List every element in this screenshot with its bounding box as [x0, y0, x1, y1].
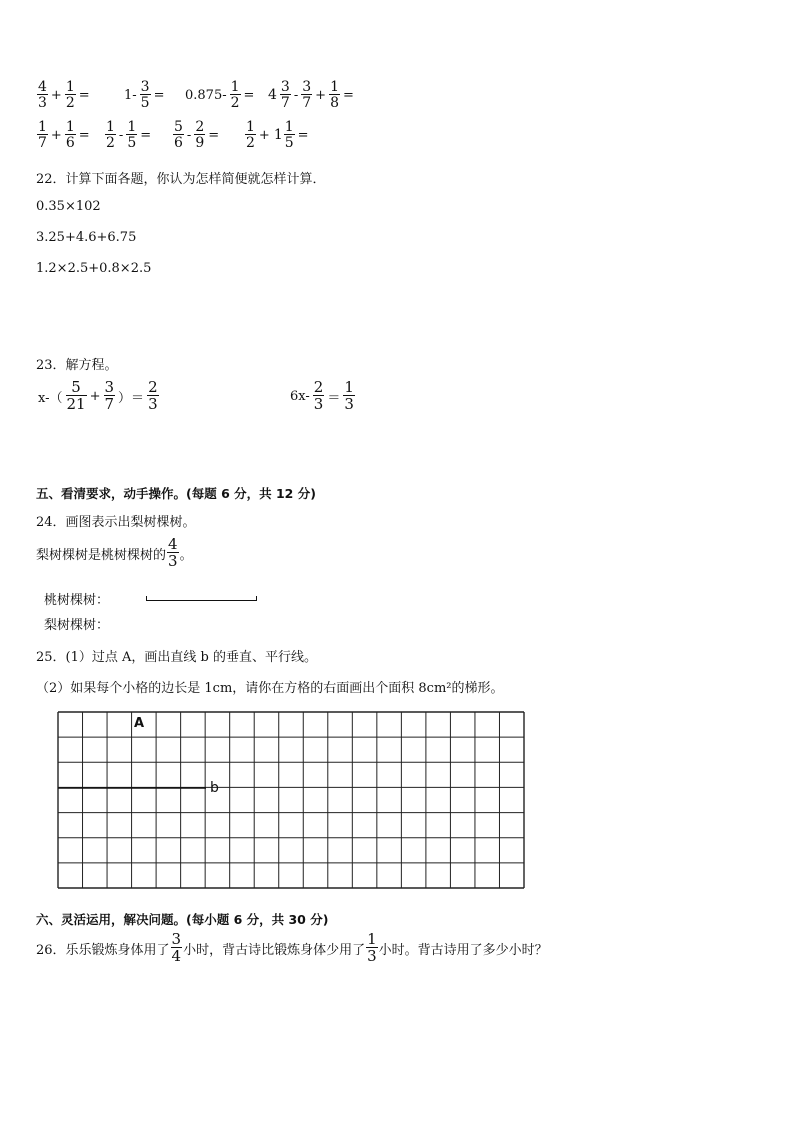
q22-item-2: 3.25+4.6+6.75	[36, 230, 137, 245]
q22-item-1: 0.35×102	[36, 199, 101, 214]
fraction: $\frac{1}{8}$	[330, 79, 339, 111]
q22-item-3: 1.2×2.5+0.8×2.5	[36, 261, 152, 276]
fraction: $\frac{3}{5}$	[140, 79, 150, 111]
row2-expr-4: $\frac{1}{2}$ + 1 $\frac{1}{5}$ =	[246, 119, 309, 151]
fraction: $\frac{4}{3}$	[168, 535, 178, 570]
fraction: $\frac{3}{7}$	[104, 378, 115, 413]
section-5-title: 五、看清要求，动手操作。(每题 6 分，共 12 分)	[36, 486, 316, 501]
grid-lines	[58, 712, 524, 888]
fraction: $\frac{3}{4}$	[171, 930, 182, 965]
fraction: $\frac{1}{2}$	[230, 79, 240, 111]
peach-tree-segment	[146, 600, 256, 601]
q25-part-2: （2）如果每个小格的边长是 1cm，请你在方格的右面画出个面积 8cm²的梯形。	[36, 681, 504, 696]
fraction: $\frac{3}{7}$	[280, 79, 290, 111]
row2-expr-3: $\frac{5}{6}$ - $\frac{2}{9}$ =	[174, 119, 220, 151]
row1-expr-3: 0.875- $\frac{1}{2}$ =	[185, 79, 255, 111]
row1-expr-1: $\frac{4}{3}$ + $\frac{1}{2}$ =	[38, 79, 90, 111]
fraction: $\frac{1}{2}$	[65, 79, 75, 111]
point-a-label: A	[134, 716, 145, 731]
section-6-title: 六、灵活运用，解决问题。(每小题 6 分，共 30 分)	[36, 912, 329, 927]
fraction: $\frac{3}{7}$	[302, 79, 312, 111]
peach-tree-label: 桃树棵树：	[44, 593, 110, 608]
fraction: $\frac{1}{5}$	[284, 119, 294, 151]
q22-title: 22．计算下面各题，你认为怎样简便就怎样计算．	[36, 172, 326, 187]
fraction: $\frac{1}{3}$	[344, 378, 354, 413]
q26-problem: 26．乐乐锻炼身体用了 $\frac{3}{4}$ 小时，背古诗比锻炼身体少用了 $\frac{1}{3}$ 小时。背古诗用了多少小时？	[36, 930, 548, 965]
row2-expr-1: $\frac{1}{7}$ + $\frac{1}{6}$ =	[38, 119, 90, 151]
row1-expr-4: 4 $\frac{3}{7}$ - $\frac{3}{7}$ + $\frac{1}{8}$ =	[268, 79, 354, 111]
q23-title: 23．解方程。	[36, 358, 118, 373]
q25-part-1: 25．(1）过点 A，画出直线 b 的垂直、平行线。	[36, 650, 317, 665]
fraction: $\frac{1}{5}$	[127, 119, 137, 151]
fraction: $\frac{2}{3}$	[313, 378, 324, 413]
q24-statement: 梨树棵树是桃树棵树的 $\frac{4}{3}$ 。	[36, 535, 193, 570]
segment-tick-left	[146, 596, 147, 601]
fraction: $\frac{4}{3}$	[38, 79, 47, 111]
fraction: $\frac{1}{2}$	[246, 119, 255, 151]
segment-tick-right	[256, 596, 257, 601]
q23-equation-2: 6x- $\frac{2}{3}$ ＝ $\frac{1}{3}$	[290, 378, 354, 413]
pear-tree-label: 梨树棵树：	[44, 618, 110, 633]
fraction: $\frac{1}{2}$	[106, 119, 115, 151]
fraction: $\frac{1}{7}$	[38, 119, 47, 151]
fraction: $\frac{1}{3}$	[367, 930, 377, 965]
square-grid[interactable]	[56, 710, 526, 892]
fraction: $\frac{5}{6}$	[174, 119, 183, 151]
q24-title: 24．画图表示出梨树棵树。	[36, 515, 196, 530]
fraction: $\frac{2}{3}$	[148, 378, 158, 413]
q23-equation-1: x-（ $\frac{5}{21}$ + $\frac{3}{7}$ ）＝ $\frac{2}{3}$	[38, 378, 158, 413]
line-b-label: b	[210, 780, 219, 796]
fraction: $\frac{2}{9}$	[195, 119, 205, 151]
fraction: $\frac{5}{21}$	[66, 378, 86, 413]
fraction: $\frac{1}{6}$	[65, 119, 75, 151]
row2-expr-2: $\frac{1}{2}$ - $\frac{1}{5}$ =	[106, 119, 152, 151]
row1-expr-2: 1- $\frac{3}{5}$ =	[124, 79, 165, 111]
